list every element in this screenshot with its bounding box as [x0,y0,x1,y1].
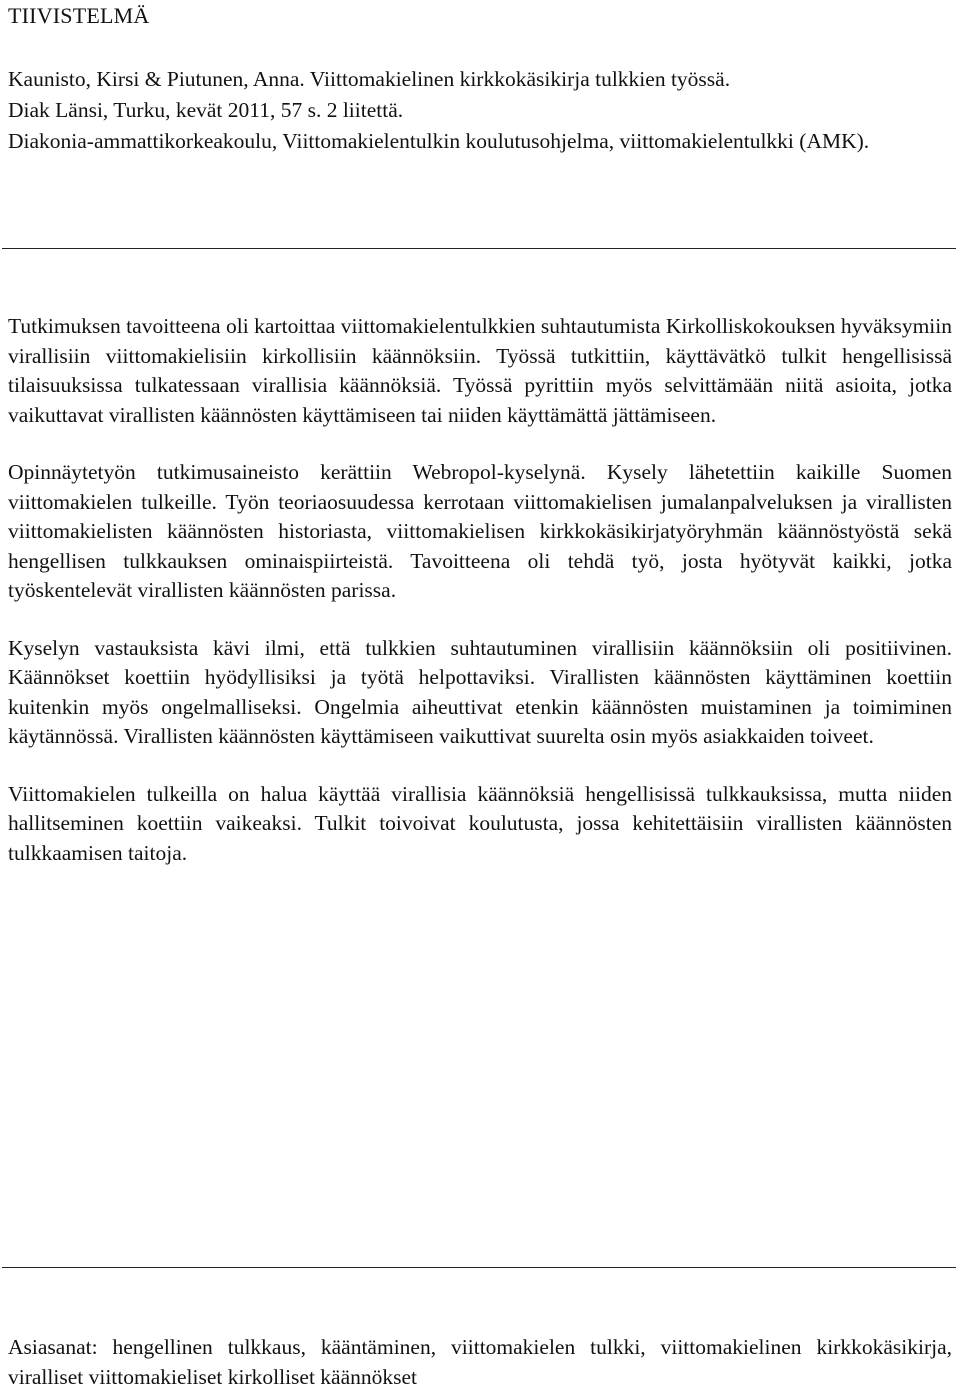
bottom-divider [2,1267,956,1268]
bibliographic-citation [8,64,952,157]
abstract-body [8,312,952,896]
abstract-paragraph-aim: Tutkimuksen tavoitteena oli kartoittaa viittomakielentulkkien suhtautumista Kirkolliskokouksen hyväksymiin virallisiin viittomakielisiin kirkollisiin käännöksiin. Työssä tutkittiin, käyttävätkö tulkit hengellisissä tilaisuuksissa tulkatessaan virallisia käännöksiä. Työssä pyrittiin myös selvittämään niitä asioita, jotka vaikuttavat virallisten käännösten käyttämiseen tai niiden käyttämättä jättämiseen. [8,314,952,427]
abstract-paragraph-method: Opinnäytetyön tutkimusaineisto kerättiin Webropol-kyselynä. Kysely lähetettiin kaikille Suomen viittomakielen tulkeille. Työn teoriaosuudessa kerrotaan viittomakielisen jumalanpalveluksen ja virallisten viittomakielisten käännösten historiasta, viittomakielisen kirkkokäsikirjatyöryhmän käännöstyöstä sekä hengellisen tulkkauksen ominaispiirteistä. Tavoitteena oli tehdä työ, josta hyötyvät kaikki, jotka työskentelevät virallisten käännösten parissa. [8,460,952,602]
page-title: TIIVISTELMÄ [8,3,150,28]
abstract-paragraph-results: Kyselyn vastauksista kävi ilmi, että tulkkien suhtautuminen virallisiin käännöksiin oli positiivinen. Käännökset koettiin hyödyllisiksi ja työtä helpottaviksi. Virallisten käännösten käyttäminen koettiin kuitenkin myös ongelmalliseksi. Ongelmia aiheuttivat etenkin käännösten muistaminen ja toimiminen käytännössä. Virallisten käännösten käyttämiseen vaikuttivat suurelta osin myös asiakkaiden toiveet. [8,635,952,748]
abstract-paragraph-conclusion: Viittomakielen tulkeilla on halua käyttää virallisia käännöksiä hengellisissä tulkkauksissa, mutta niiden hallitseminen koettiin vaikeaksi. Tulkit toivoivat koulutusta, jossa kehitettäisiin virallisten käännösten tulkkaamisen taitoja. [8,781,952,865]
citation-publication-info: Diak Länsi, Turku, kevät 2011, 57 s. 2 liitettä. [8,98,404,122]
top-divider [2,248,956,249]
citation-authors-title: Kaunisto, Kirsi & Piutunen, Anna. Viittomakielinen kirkkokäsikirja tulkkien työssä. [8,67,731,91]
citation-degree-programme: Diakonia-ammattikorkeakoulu, Viittomakielentulkin koulutusohjelma, viittomakielentulkki (AMK). [8,129,870,153]
keywords: Asiasanat: hengellinen tulkkaus, kääntäminen, viittomakielen tulkki, viittomakielinen kirkkokäsikirja, viralliset viittomakieliset kirkolliset käännökset [8,1335,952,1389]
